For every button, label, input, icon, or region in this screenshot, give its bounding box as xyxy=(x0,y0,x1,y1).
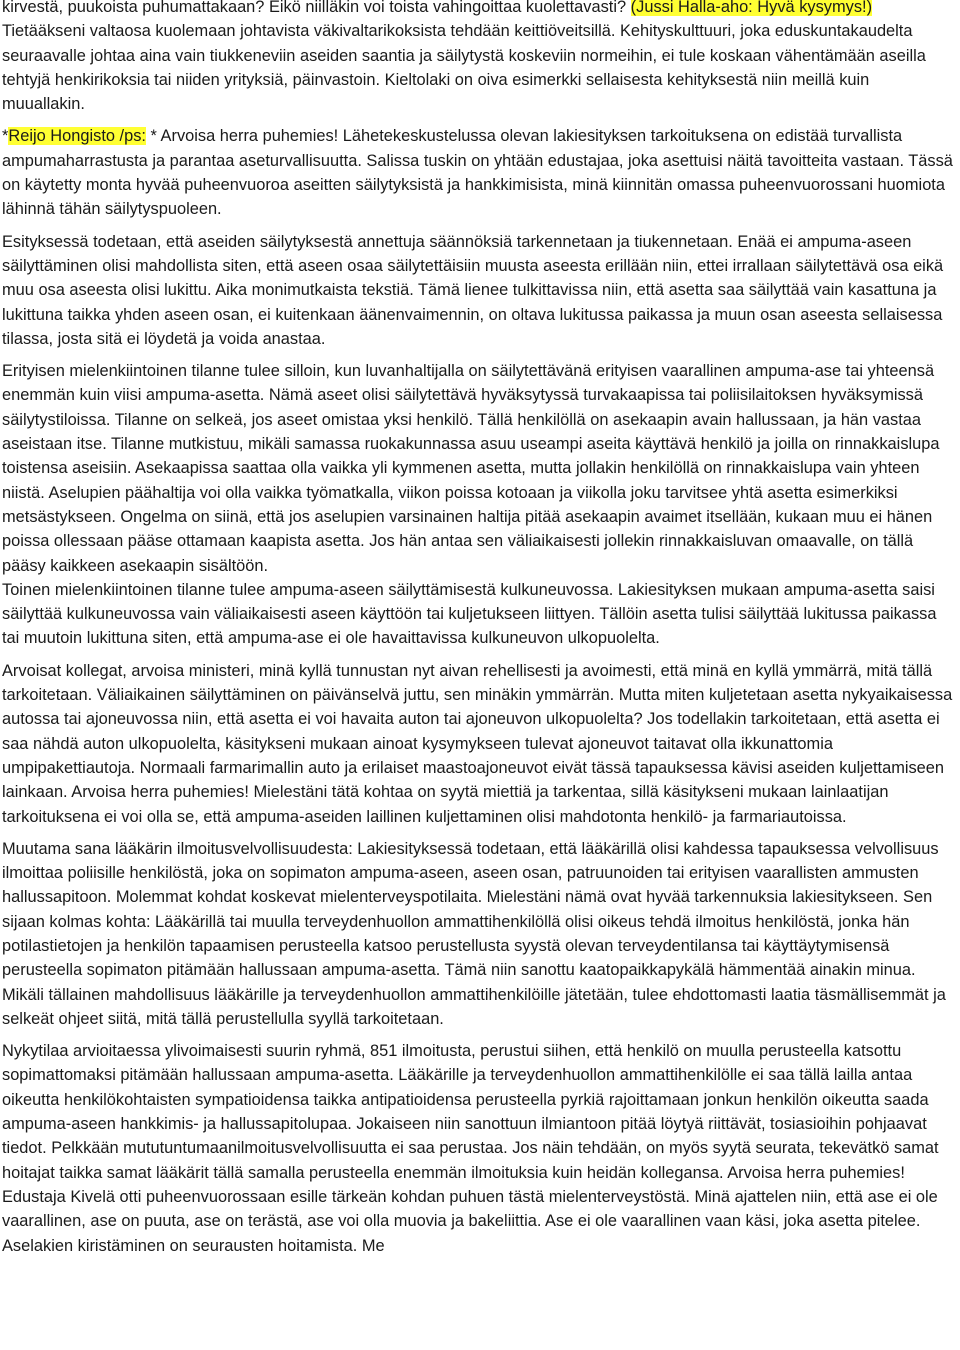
paragraph-text: Erityisen mielenkiintoinen tilanne tulee silloin, kun luvanhaltijalla on säilytettävänä erityisen vaarallinen ampuma-ase tai yhteensä enemmän kuin viisi ampuma-asetta. Nämä aseet olisi säilytettävä hyväksytyssä turvakaapissa tai poliisilaitoksen hyväksymissä säilytystiloissa. Tilanne on selkeä, jos aseet omistaa yksi henkilö. Tällä henkilöllä on asekaapin avain hallussaan, ja hän vastaa aseistaan itse. Tilanne mutkistuu, mikäli samassa ruokakunnassa asuu useampi aseita käyttävä henkilö ja joilla on rinnakkaislupa toistensa aseisiin. Asekaapissa saattaa olla vaikka yli kymmenen asetta, mutta jollakin henkilöllä on rinnakkaislupa vain yhteen niistä. Aselupien päähaltija voi olla vaikka työmatkalla, viikon poissa kotoaan ja viikolla joku tarvitsee yhtä asetta esimerkiksi metsästykseen. Ongelma on siinä, että jos aselupien varsinainen haltija pitää asekaapin avaimet itsellään, kukaan muu ei hänen poissa ollessaan pääse ottamaan kaapista asetta. Jos hän antaa sen väliaikaisesti jollekin rinnakkaisluvan omaavalle, on tällä pääsy kaikkeen asekaapin sisältöön. xyxy=(2,362,940,575)
paragraph-5 xyxy=(2,578,954,651)
paragraph-text: * Arvoisa herra puhemies! Lähetekeskustelussa olevan lakiesityksen tarkoituksena on edistää turvallista ampumaharrastusta ja parantaa aseturvallisuutta. Salissa tuskin on yhtään edustajaa, joka asettuisi näitä tavoitteita vastaan. Tässä on käytetty monta hyvää puheenvuoroa aseitten säilytyksistä ja hankkimisista, minä kiinnitän omassa puheenvuorossani huomiota lähinnä tähän säilytyspuoleen. xyxy=(2,127,953,219)
paragraph-text: Nykytilaa arvioitaessa ylivoimaisesti suurin ryhmä, 851 ilmoitusta, perustui siihen, että henkilö on muulla perusteella katsottu sopimattomaksi pitämään hallussaan ampuma-asetta. Lääkärille ja terveydenhuollon ammattihenkilölle ei saa tällä lailla antaa oikeutta henkilökohtaisten sympatioidensa taikka antipatioidensa perusteella pyrkiä rajoittamaan jonkun henkilön oikeutta saada ampuma-aseen hankkimis- ja hallussapitolupaa. Jokaiseen niin sanottuun ilmiantoon pitää löytyä riittävät, tosiasioihin pohjaavat tiedot. Pelkkään mututuntumaanilmoitusvelvollisuutta ei saa perustaa. Jos näin tehdään, on myös syytä seurata, tekevätkö samat hoitajat taikka samat lääkärit tällä samalla perusteella enemmän ilmoituksia kuin heidän kollegansa. Arvoisa herra puhemies! Edustaja Kivelä otti puheenvuorossaan esille tärkeän kohdan puhuen tästä mielenterveystöstä. Minä ajattelen niin, että ase ei ole vaarallinen, ase on puuta, ase on terästä, ase voi olla muovia ja bakeliittia. Ase ei ole vaarallinen vaan käsi, joka asetta pitelee. Aselakien kiristäminen on seurausten hoitamista. Me xyxy=(2,1042,939,1255)
paragraph-8 xyxy=(2,1039,954,1258)
paragraph-4 xyxy=(2,359,954,578)
paragraph-1 xyxy=(2,0,954,116)
highlighted-interjection: (Jussi Halla-aho: Hyvä kysymys!) xyxy=(630,0,873,16)
paragraph-text: Muutama sana lääkärin ilmoitusvelvollisuudesta: Lakiesityksessä todetaan, että lääkärillä olisi kahdessa tapauksessa velvollisuus ilmoittaa poliisille henkilöstä, joka on sopimaton ampuma-aseen, aseen osan, patruunoiden tai erityisen vaarallisten ammusten hallussapitoon. Molemmat kohdat koskevat mielenterveyspotilaita. Mielestäni nämä ovat hyvää tarkennuksia lakiesitykseen. Sen sijaan kolmas kohta: Lääkärillä tai muulla terveydenhuollon ammattihenkilöllä olisi oikeus tehdä ilmoitus henkilöstä, jonka hän potilastietojen ja henkilön tapaamisen perusteella katsoo perustellusta syystä olevan terveydentilansa tai käyttäytymisensä perusteella sopimaton pitämään hallussaan ampuma-asetta. Tämä niin sanottu kaatopaikkapykälä hämmentää ainakin minua. Mikäli tällainen mahdollisuus lääkärille ja terveydenhuollon ammattihenkilöille jätetään, tulee ehdottomasti laatia täsmällisemmät ja selkeät ohjeet siitä, mitä tällä perustellulla syyllä tarkoitetaan. xyxy=(2,839,946,1028)
paragraph-7 xyxy=(2,837,954,1031)
paragraph-text: Arvoisat kollegat, arvoisa ministeri, minä kyllä tunnustan nyt aivan rehellisesti ja avoimesti, että minä en kyllä ymmärrä, mitä tällä tarkoitetaan. Väliaikainen säilyttäminen on päivänselvä juttu, sen minäkin ymmärrän. Mutta miten kuljetetaan asetta nykyaikaisessa autossa tai ajoneuvossa niin, että asetta ei voi havaita auton tai ajoneuvon ulkopuolelta? Jos todellakin tarkoitetaan, että asetta ei saa nähdä auton ulkopuolelta, käsitykseni mukaan ainoat kysymykseen tulevat ajoneuvot taitavat olla ikkunattomia umpipakettiautoja. Normaali farmarimallin auto ja erilaiset maastoajoneuvot eivät tässä tapauksessa kävisi aseiden kuljettamiseen lainkaan. Arvoisa herra puhemies! Mielestäni tätä kohtaa on syytä miettiä ja tarkentaa, sillä käsitykseni mukaan lainlaatijan tarkoituksena ei voi olla se, että ampuma-aseiden laillinen kuljettaminen olisi mahdotonta henkilö- ja farmariautoissa. xyxy=(2,661,953,826)
paragraph-text: Tietääkseni valtaosa kuolemaan johtavista väkivaltarikoksista tehdään keittiöveitsillä. Kehityskulttuuri, joka eduskuntakaudelta seuraavalle johtaa aina vain tiukkeneviin aseiden saantia ja säilytystä koskeviin normeihin, ei tule koskaan vähentämään aseilla tehtyjä henkirikoksia tai niiden yrityksiä, päinvastoin. Kieltolaki on oiva esimerkki sellaisesta kehityksestä niin meillä kuin muuallakin. xyxy=(2,22,926,114)
paragraph-3 xyxy=(2,230,954,351)
paragraph-2 xyxy=(2,124,954,221)
paragraph-6 xyxy=(2,659,954,829)
paragraph-text: Esityksessä todetaan, että aseiden säilytyksestä annettuja säännöksiä tarkennetaan ja tiukennetaan. Enää ei ampuma-aseen säilyttäminen olisi mahdollista siten, että aseen osaa säilytettäisiin muusta aseesta erillään niin, ettei irrallaan säilytettävä osa eikä muu osa aseesta olisi lukittu. Aika monimutkaista tekstiä. Tämä lienee tulkittavissa niin, että asetta saa säilyttää vain kasattuna ja lukittuna taikka yhden aseen osan, ei kuitenkaan äänenvaimennin, on oltava lukitussa paikassa ja muun osan aseesta sellaisessa tilassa, josta sitä ei löydetä ja voida anastaa. xyxy=(2,232,944,348)
paragraph-text: * xyxy=(2,127,9,146)
highlighted-speaker-name: Reijo Hongisto /ps: xyxy=(8,127,146,146)
paragraph-text: kirvestä, puukoista puhumattakaan? Eikö niilläkin voi toista vahingoittaa kuolettavasti? xyxy=(2,0,631,16)
paragraph-text: Toinen mielenkiintoinen tilanne tulee ampuma-aseen säilyttämisestä kulkuneuvossa. Lakiesityksen mukaan ampuma-asetta saisi säilyttää kulkuneuvossa vain väliaikaisesti aseen käyttöön tai kuljetukseen liittyen. Tällöin asetta tulisi säilyttää lukitussa paikassa tai muutoin lukittuna siten, että ampuma-ase ei ole havaittavissa kulkuneuvon ulkopuolelta. xyxy=(2,580,937,648)
document-page xyxy=(2,0,954,1266)
